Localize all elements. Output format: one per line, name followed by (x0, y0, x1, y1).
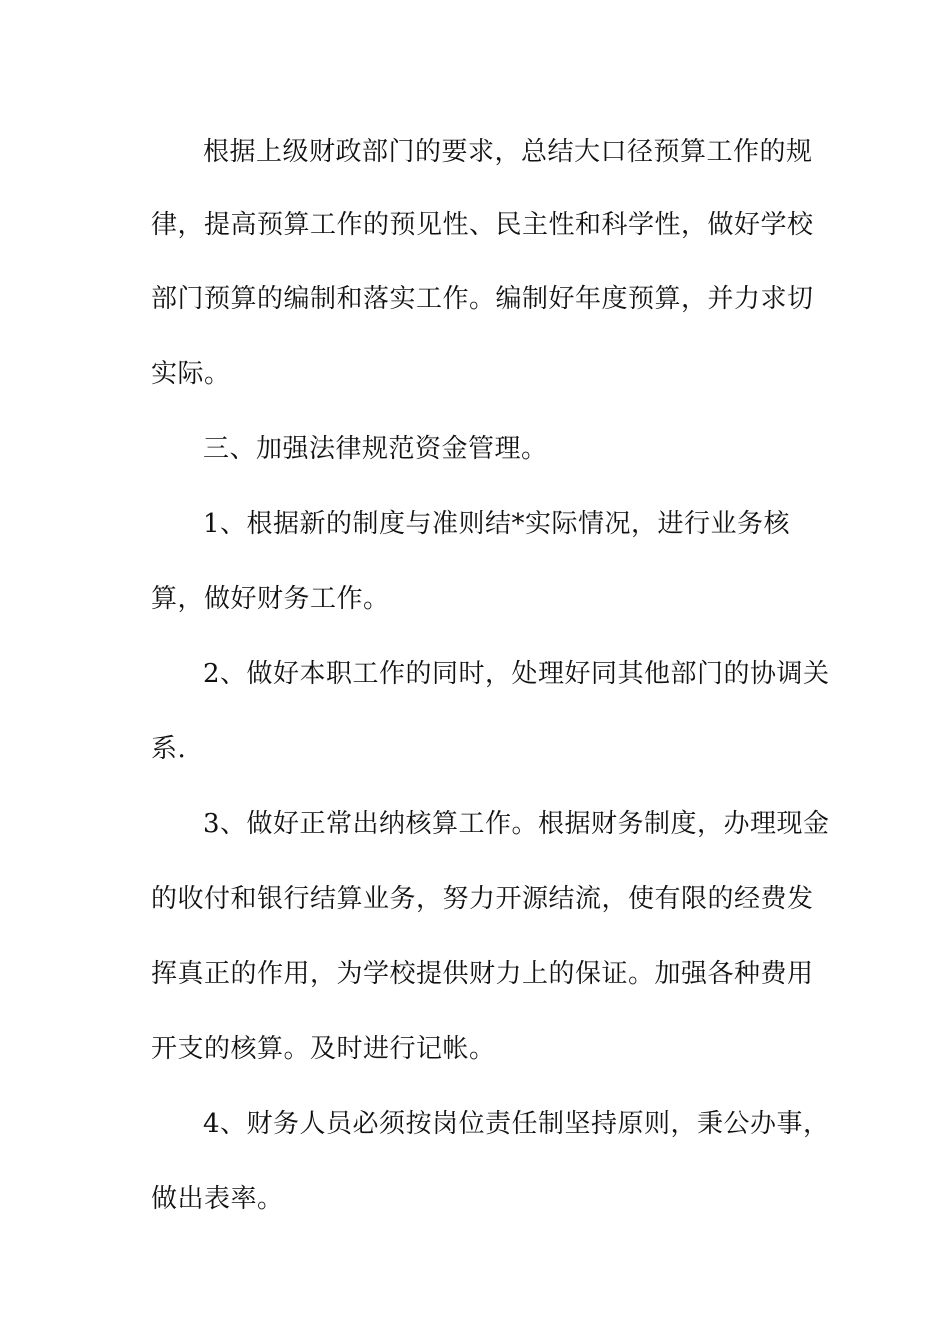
paragraph-budget-line-3: 部门预算的编制和落实工作。编制好年度预算，并力求切 (151, 284, 814, 314)
paragraph-budget-line-4: 实际。 (151, 359, 231, 389)
paragraph-budget-line-2: 律，提高预算工作的预见性、民主性和科学性，做好学校 (151, 210, 814, 240)
item-4-line-2: 做出表率。 (151, 1184, 284, 1214)
item-2-line-2: 系. (151, 734, 187, 764)
item-1-line-1: 1、根据新的制度与准则结*实际情况，进行业务核 (203, 509, 791, 539)
item-3-line-3: 挥真正的作用，为学校提供财力上的保证。加强各种费用 (151, 959, 814, 989)
item-1-line-2: 算，做好财务工作。 (151, 584, 390, 614)
item-3-line-1: 3、做好正常出纳核算工作。根据财务制度，办理现金 (203, 809, 830, 839)
item-4-line-1: 4、财务人员必须按岗位责任制坚持原则，秉公办事， (203, 1109, 830, 1139)
paragraph-budget-line-1: 根据上级财政部门的要求，总结大口径预算工作的规 (203, 137, 813, 167)
item-3-line-2: 的收付和银行结算业务，努力开源结流，使有限的经费发 (151, 884, 814, 914)
item-3-line-4: 开支的核算。及时进行记帐。 (151, 1034, 496, 1064)
item-2-line-1: 2、做好本职工作的同时，处理好同其他部门的协调关 (203, 659, 830, 689)
section-heading-three: 三、加强法律规范资金管理。 (203, 434, 548, 464)
